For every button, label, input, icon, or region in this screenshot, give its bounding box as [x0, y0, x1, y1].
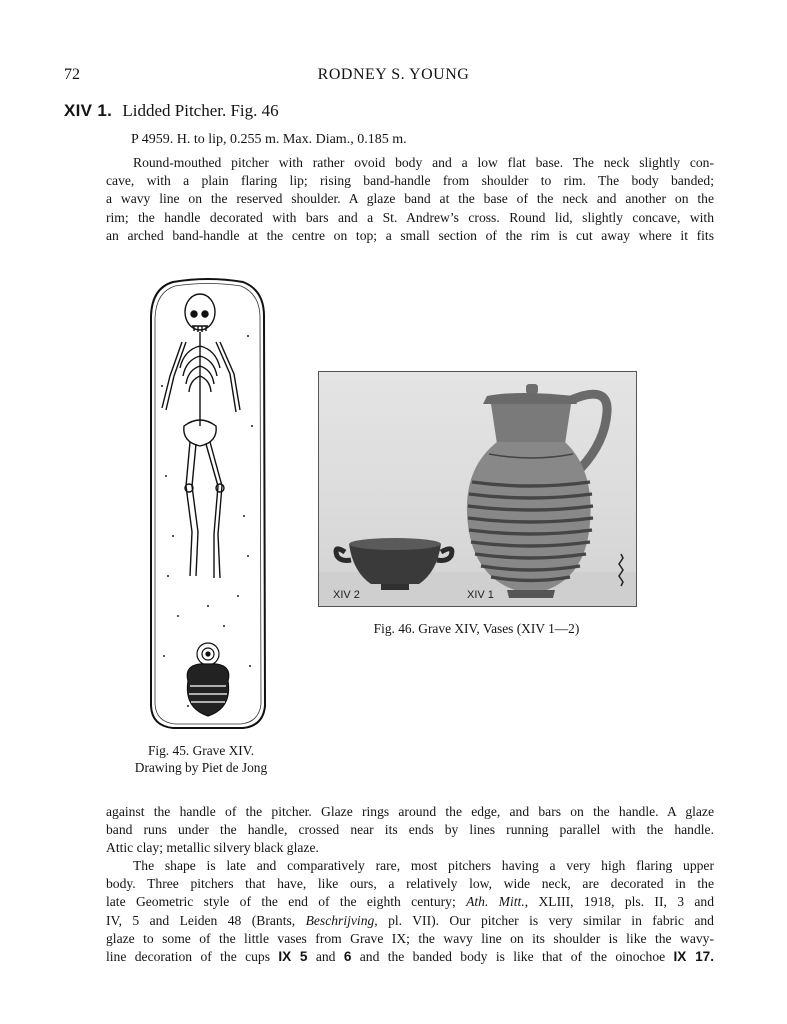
- text-run: , XLIII, 1918, pls. II, 3 and: [524, 894, 714, 910]
- text-run: line decoration of the cups: [106, 948, 279, 964]
- text-run: late Geometric style of the end of the eighth century;: [106, 894, 467, 910]
- citation-journal: Ath. Mitt.: [466, 894, 525, 910]
- grave-vases: [187, 643, 229, 716]
- fig46-caption: Fig. 46. Grave XIV, Vases (XIV 1—2): [373, 621, 580, 636]
- running-head: RODNEY S. YOUNG: [317, 66, 470, 83]
- text-line: cave, with a plain flaring lip; rising band-handle from shoulder to rim. The body banded;: [106, 173, 714, 189]
- citation-book: Beschrijving: [305, 912, 375, 928]
- text-line: rim; the handle decorated with bars and a St. Andrew’s cross. Round lid, slightly concave, with: [106, 209, 714, 225]
- paragraph-continuation: [106, 803, 714, 858]
- pitcher-xiv1: [467, 384, 607, 598]
- entry-title: Lidded Pitcher. Fig. 46: [122, 101, 279, 120]
- vases-photo-image: [319, 372, 636, 606]
- text-run: IV, 5 and Leiden 48 (Brants,: [106, 912, 306, 928]
- paragraph-discussion: [106, 857, 714, 966]
- text-line: glaze to some of the little vases from Grave IX; the wavy line on its shoulder is like the wavy-: [106, 930, 714, 946]
- text-line: [106, 948, 714, 966]
- vases-photograph: [318, 371, 637, 607]
- catalog-ref: 6: [343, 948, 352, 964]
- paragraph-description: [106, 154, 714, 245]
- catalog-ref: IX 17.: [673, 948, 714, 964]
- text-run: , pl. VII). Our pitcher is very similar in fabric and: [374, 912, 714, 928]
- label-xiv2: XIV 2: [333, 589, 360, 601]
- page-number: 72: [64, 66, 80, 83]
- text-line: band runs under the handle, crossed near its ends by lines running parallel with the handle.: [106, 822, 714, 838]
- fig45-caption-line1: Fig. 45. Grave XIV.: [147, 743, 255, 758]
- fig45-caption: [110, 742, 292, 776]
- text-line: against the handle of the pitcher. Glaze rings around the edge, and bars on the handle. A glaze: [106, 804, 714, 819]
- text-line: a wavy line on the reserved shoulder. A glaze band at the base of the neck and another on the: [106, 191, 714, 207]
- text-line: an arched band-handle at the centre on top; a small section of the rim is cut away where it fits: [106, 227, 714, 243]
- entry-code: XIV 1.: [64, 101, 113, 120]
- entry-heading: [64, 101, 279, 121]
- text-line: Attic clay; metallic silvery black glaze.: [106, 840, 319, 856]
- text-line: [106, 912, 714, 930]
- text-line: [106, 893, 714, 911]
- fig45-caption-line2: Drawing by Piet de Jong: [134, 760, 268, 775]
- entry-meta: P 4959. H. to lip, 0.255 m. Max. Diam., 0.185 m.: [131, 132, 407, 147]
- label-xiv1: XIV 1: [467, 589, 494, 601]
- text-run: and: [307, 948, 344, 964]
- text-line: The shape is late and comparatively rare, most pitchers having a very high flaring upper: [133, 858, 714, 873]
- catalog-ref: IX 5: [278, 948, 308, 964]
- text-line: Round-mouthed pitcher with rather ovoid body and a low flat base. The neck slightly con-: [133, 155, 714, 170]
- text-line: body. Three pitchers that have, like ours, a relatively low, wide neck, are decorated in the: [106, 876, 714, 892]
- text-run: and the banded body is like that of the oinochoe: [351, 948, 674, 964]
- grave-drawing: [148, 276, 267, 731]
